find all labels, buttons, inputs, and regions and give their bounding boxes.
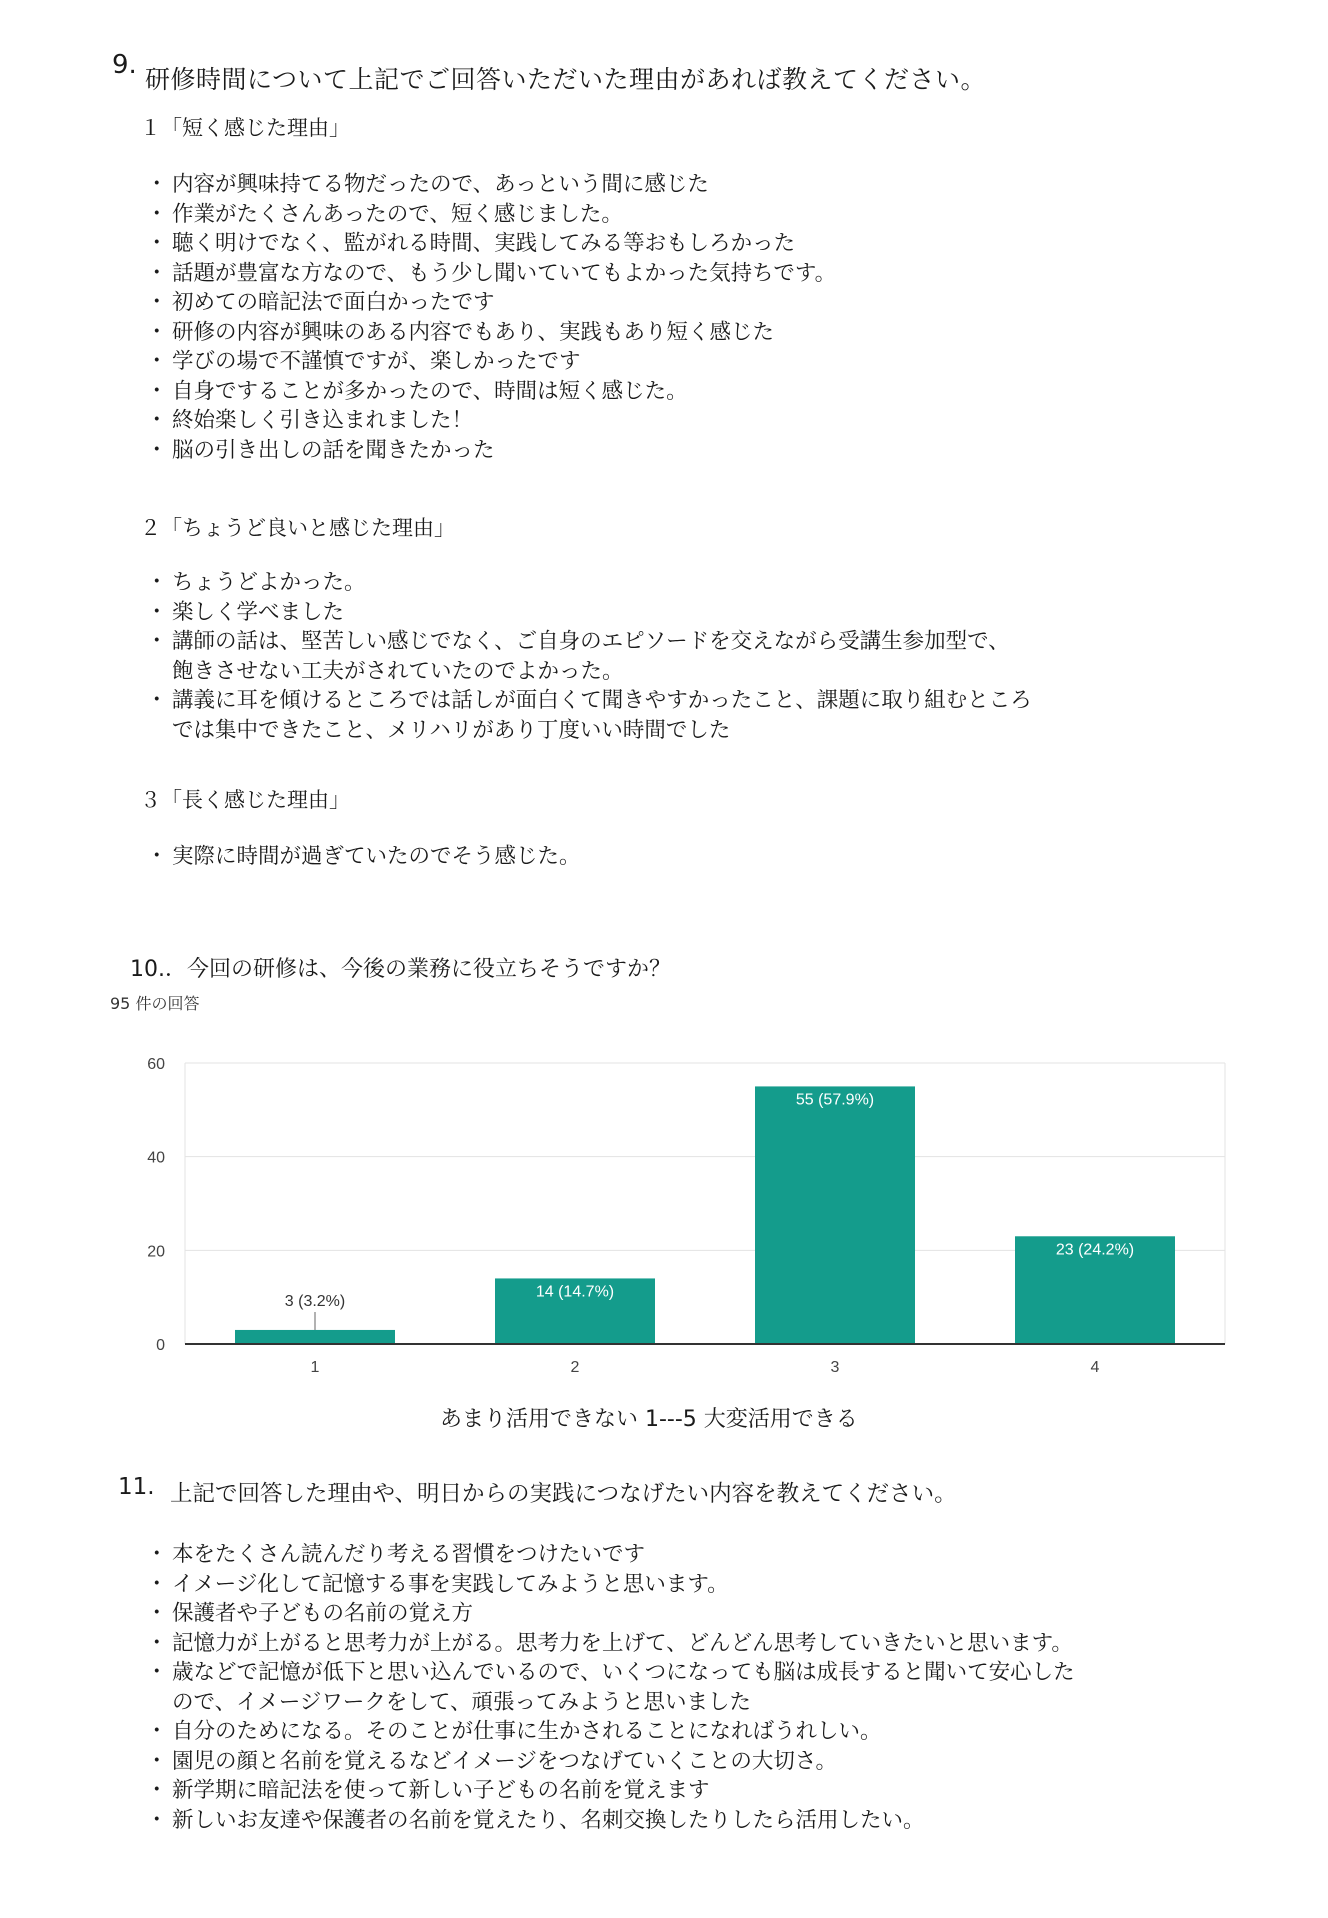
q11-number: 11. xyxy=(118,1474,155,1500)
y-tick-label: 0 xyxy=(156,1337,165,1354)
list-item: ・ 新学期に暗記法を使って新しい子どもの名前を覚えます xyxy=(152,1776,1075,1806)
list-item: ・ 話題が豊富な方なので、もう少し聞いていてもよかった気持ちです。 xyxy=(152,259,836,289)
list-item: ・ 脳の引き出しの話を聞きたかった xyxy=(152,436,836,466)
y-tick-label: 60 xyxy=(147,1056,165,1073)
chart-x-axis-label: あまり活用できない 1---5 大変活用できる xyxy=(440,1407,858,1432)
q9-title: 研修時間について上記でご回答いただいた理由があれば教えてください。 xyxy=(145,65,987,94)
list-item: ・ 実際に時間が過ぎていたのでそう感じた。 xyxy=(152,842,581,872)
q11-title: 上記で回答した理由や、明日からの実践につなげたい内容を教えてください。 xyxy=(170,1481,957,1507)
q10-title: 10.．今回の研修は、今後の業務に役立ちそうですか？ xyxy=(130,957,671,982)
list-item: ・ 終始楽しく引き込まれました！ xyxy=(152,406,836,436)
y-tick-label: 20 xyxy=(147,1243,165,1261)
x-tick-label: 3 xyxy=(830,1359,840,1376)
list-item: ・ イメージ化して記憶する事を実践してみようと思います。 xyxy=(152,1570,1075,1600)
q9-group2-heading: ２「ちょうど良いと感じた理由」 xyxy=(140,516,455,540)
list-item-continuation: ので、イメージワークをして、頑張ってみようと思いました xyxy=(172,1689,751,1715)
list-item: ・ 講義に耳を傾けるところでは話しが面白くて聞きやすかったこと、課題に取り組むところ xyxy=(152,686,1032,716)
list-item: ・ 自分のためになる。そのことが仕事に生かされることになればうれしい。 xyxy=(152,1717,1075,1747)
list-item: ・ 自身ですることが多かったので、時間は短く感じた。 xyxy=(152,377,836,407)
list-item: ・ 歳などで記憶が低下と思い込んでいるので、いくつになっても脳は成長すると聞いて安心した xyxy=(152,1658,1075,1688)
list-item: ・ 保護者や子どもの名前の覚え方 xyxy=(152,1599,1075,1629)
x-tick-label: 4 xyxy=(1090,1359,1100,1376)
data-label: 3 (3.2%) xyxy=(284,1292,346,1310)
q10-response-count: 95 件の回答 xyxy=(110,994,200,1013)
list-item: ・ 本をたくさん読んだり考える習慣をつけたいです xyxy=(152,1540,1075,1570)
q11-list xyxy=(152,1540,1075,1835)
list-item: ・ ちょうどよかった。 xyxy=(152,568,1032,598)
list-item: ・ 内容が興味持てる物だったので、あっという間に感じた xyxy=(152,170,836,200)
x-tick-label: 1 xyxy=(310,1359,320,1376)
y-tick-label: 40 xyxy=(147,1149,165,1167)
list-item: ・ 園児の顔と名前を覚えるなどイメージをつなげていくことの大切さ。 xyxy=(152,1747,1075,1777)
list-item: ・ 学びの場で不謹慎ですが、楽しかったです xyxy=(152,347,836,377)
q9-group3-heading: ３「長く感じた理由」 xyxy=(140,788,350,812)
list-item: ・ 作業がたくさんあったので、短く感じました。 xyxy=(152,200,836,230)
bar xyxy=(235,1330,395,1344)
bar xyxy=(755,1086,915,1344)
q9-number: 9. xyxy=(112,50,137,80)
x-tick-label: 2 xyxy=(570,1359,580,1376)
list-item: ・ 研修の内容が興味のある内容でもあり、実践もあり短く感じた xyxy=(152,318,836,348)
list-item: ・ 楽しく学べました xyxy=(152,598,1032,628)
list-item: ・ 講師の話は、堅苦しい感じでなく、ご自身のエピソードを交えながら受講生参加型で、 xyxy=(152,627,1032,657)
data-label: 55 (57.9%) xyxy=(795,1091,875,1109)
list-item-continuation: では集中できたこと、メリハリがあり丁度いい時間でした xyxy=(172,717,731,743)
data-label: 23 (24.2%) xyxy=(1055,1241,1135,1259)
data-label: 14 (14.7%) xyxy=(535,1283,615,1301)
list-item: ・ 聴く明けでなく、監がれる時間、実践してみる等おもしろかった xyxy=(152,229,836,259)
list-item: ・ 初めての暗記法で面白かったです xyxy=(152,288,836,318)
list-item: ・ 記憶力が上がると思考力が上がる。思考力を上げて、どんどん思考していきたいと思います。 xyxy=(152,1629,1075,1659)
list-item: ・ 新しいお友達や保護者の名前を覚えたり、名刺交換したりしたら活用したい。 xyxy=(152,1806,1075,1836)
list-item-continuation: 飽きさせない工夫がされていたのでよかった。 xyxy=(172,658,624,684)
q9-group1-heading: １「短く感じた理由」 xyxy=(140,116,350,140)
